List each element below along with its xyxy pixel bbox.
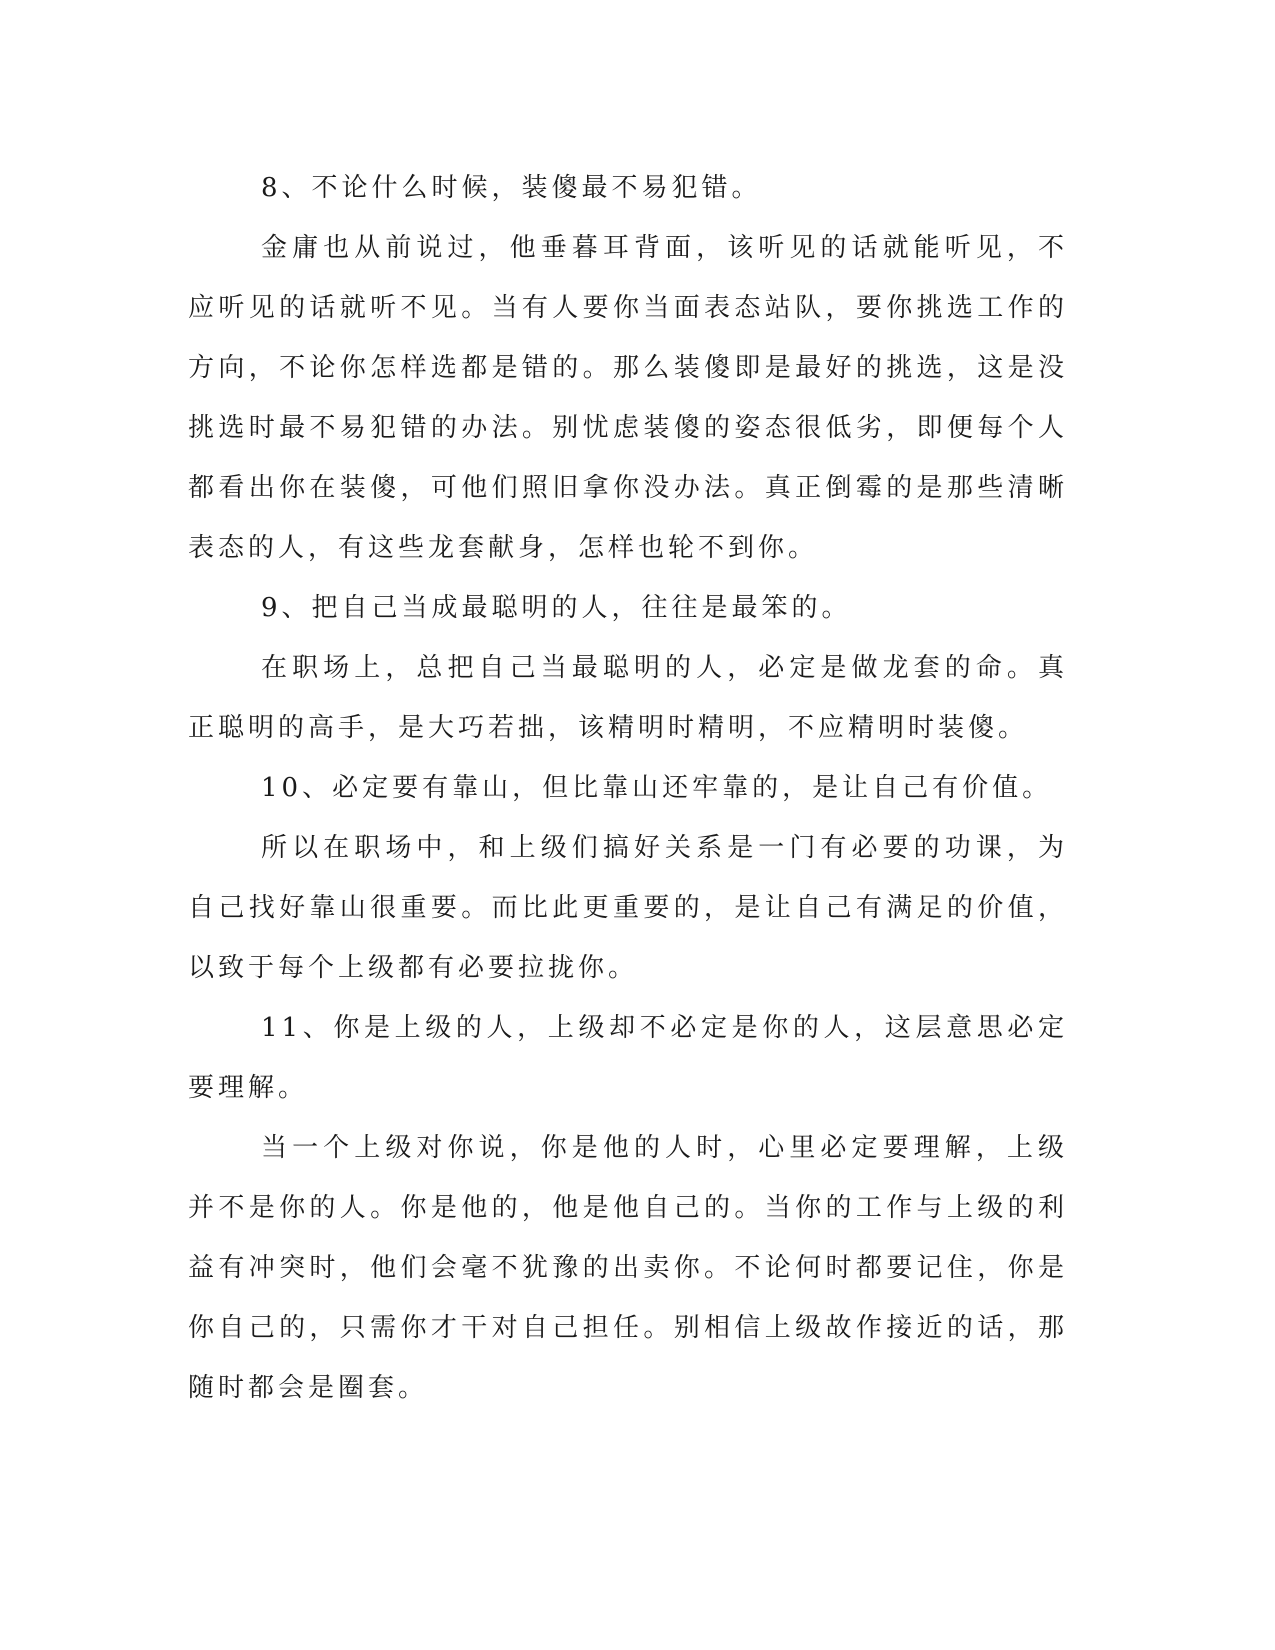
body-paragraph: 所以在职场中，和上级们搞好关系是一门有必要的功课，为自己找好靠山很重要。而比此更重要的，是让自己有满足的价值，以致于每个上级都有必要拉拢你。 xyxy=(188,833,1068,983)
section-heading-9: 9、把自己当成最聪明的人，往往是最笨的。 xyxy=(261,593,852,623)
body-paragraph: 金庸也从前说过，他垂暮耳背面，该听见的话就能听见，不应听见的话就听不见。当有人要你当面表态站队，要你挑选工作的方向，不论你怎样选都是错的。那么装傻即是最好的挑选，这是没挑选时最不易犯错的办法。别忧虑装傻的姿态很低劣，即便每个人都看出你在装傻，可他们照旧拿你没办法。真正倒霉的是那些清晰表态的人，有这些龙套献身，怎样也轮不到你。 xyxy=(188,233,1068,563)
section-heading-10: 10、必定要有靠山，但比靠山还牢靠的，是让自己有价值。 xyxy=(261,773,1053,803)
section-heading-11: 11、你是上级的人，上级却不必定是你的人，这层意思必定要理解。 xyxy=(188,1013,1068,1103)
body-paragraph: 在职场上，总把自己当最聪明的人，必定是做龙套的命。真正聪明的高手，是大巧若拙，该精明时精明，不应精明时装傻。 xyxy=(188,653,1068,743)
document-body xyxy=(188,158,1068,1418)
section-heading-8: 8、不论什么时候，装傻最不易犯错。 xyxy=(261,173,762,203)
body-paragraph: 当一个上级对你说，你是他的人时，心里必定要理解，上级并不是你的人。你是他的，他是他自己的。当你的工作与上级的利益有冲突时，他们会毫不犹豫的出卖你。不论何时都要记住，你是你自己的，只需你才干对自己担任。别相信上级故作接近的话，那随时都会是圈套。 xyxy=(188,1133,1068,1403)
